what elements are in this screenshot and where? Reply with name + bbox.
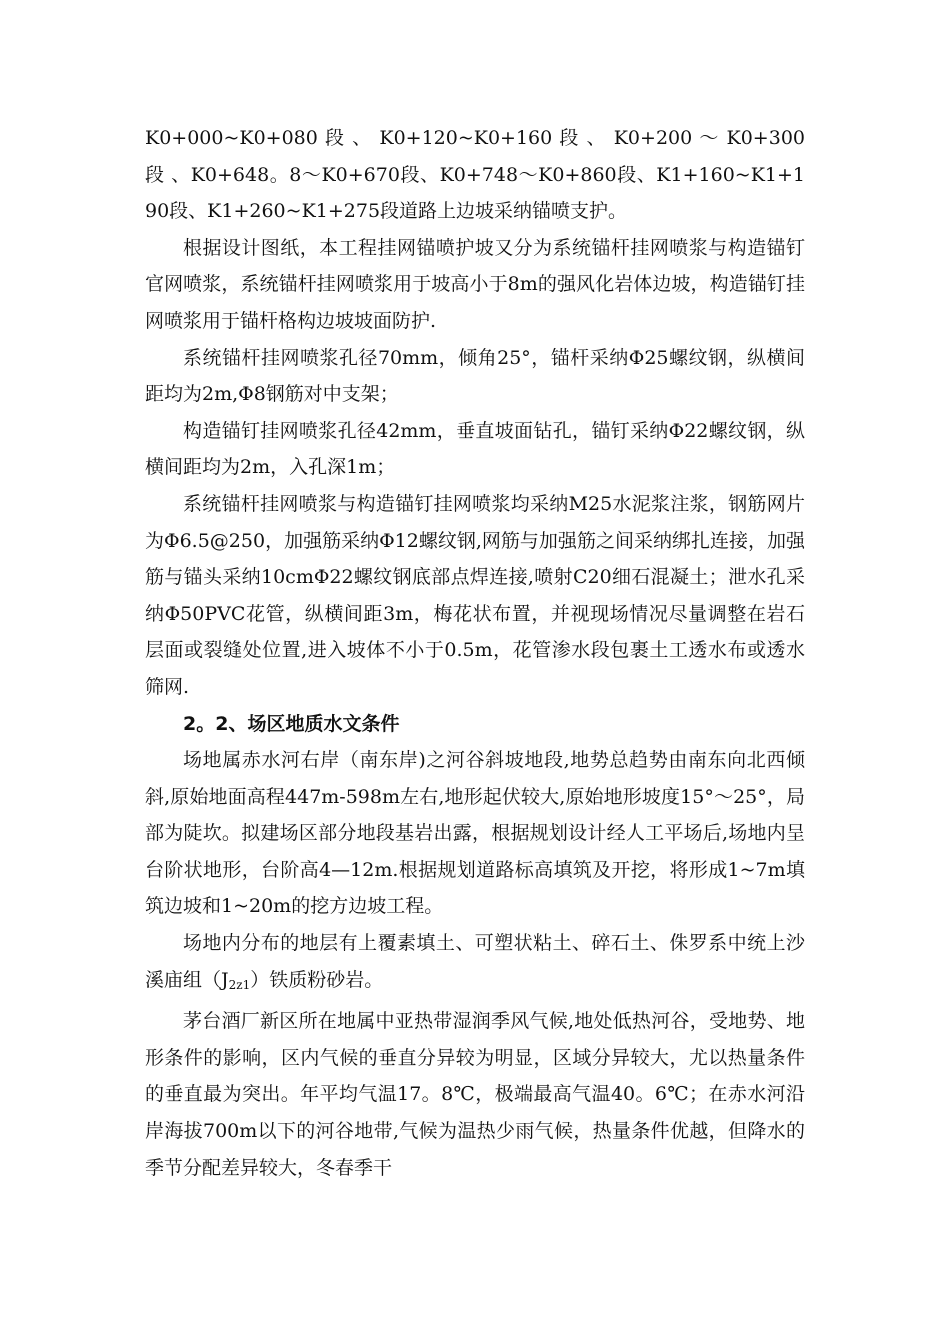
paragraph-strata	[145, 925, 805, 1003]
paragraph-slope-sections: K0+000~K0+080 段 、 K0+120~K0+160 段 、 K0+200 ～ K0+300 段 、K0+648。8～K0+670段、K0+748～K0+860段、K1+160~K1+190段、K1+260~K1+275段道路上边坡采纳锚喷支护。	[145, 127, 805, 223]
strata-subscript: 2z1	[228, 977, 251, 992]
strata-text-before: 场地内分布的地层有上覆素填土、可塑状粘土、碎石土、侏罗系中统上沙溪庙组（J	[145, 932, 805, 991]
strata-text-after: ）铁质粉砂岩。	[250, 968, 384, 991]
paragraph-structural-nail: 构造锚钉挂网喷浆孔径42mm，垂直坡面钻孔，锚钉采纳Φ22螺纹钢，纵横间距均为2m，入孔深1m；	[145, 419, 805, 479]
paragraph-terrain: 场地属赤水河右岸（南东岸)之河谷斜坡地段,地势总趋势由南东向北西倾斜,原始地面高程447m-598m左右,地形起伏较大,原始地形坡度15°～25°，局部为陡坎。拟建场区部分地段基岩出露，根据规划设计经人工平场后,场地内呈台阶状地形，台阶高4—12m.根据规划道路标高填筑及开挖，将形成1~7m填筑边坡和1~20m的挖方边坡工程。	[145, 749, 805, 918]
section-heading-geology-hydrology: 2。2、场区地质水文条件	[183, 712, 400, 735]
paragraph-system-anchor: 系统锚杆挂网喷浆孔径70mm，倾角25°，锚杆采纳Φ25螺纹钢，纵横间距均为2m,Φ8钢筋对中支架；	[145, 346, 805, 406]
document-body	[145, 120, 805, 1186]
paragraph-grouting-mesh: 系统锚杆挂网喷浆与构造锚钉挂网喷浆均采纳M25水泥浆注浆，钢筋网片为Φ6.5@250，加强筋采纳Φ12螺纹钢,网筋与加强筋之间采纳绑扎连接，加强筋与锚头采纳10cmΦ22螺纹钢底部点焊连接,喷射C20细石混凝土；泄水孔采纳Φ50PVC花管，纵横间距3m，梅花状布置，并视现场情况尽量调整在岩石层面或裂缝处位置,进入坡体不小于0.5m，花管渗水段包裹土工透水布或透水筛网.	[145, 492, 805, 698]
paragraph-design-overview: 根据设计图纸，本工程挂网锚喷护坡又分为系统锚杆挂网喷浆与构造锚钉官网喷浆，系统锚杆挂网喷浆用于坡高小于8m的强风化岩体边坡，构造锚钉挂网喷浆用于锚杆格构边坡坡面防护.	[145, 236, 805, 332]
paragraph-climate: 茅台酒厂新区所在地属中亚热带湿润季风气候,地处低热河谷，受地势、地形条件的影响，区内气候的垂直分异较为明显，区域分异较大，尤以热量条件的垂直最为突出。年平均气温17。8℃，极端最高气温40。6℃；在赤水河沿岸海拔700m以下的河谷地带,气候为温热少雨气候，热量条件优越，但降水的季节分配差异较大，冬春季干	[145, 1010, 805, 1179]
